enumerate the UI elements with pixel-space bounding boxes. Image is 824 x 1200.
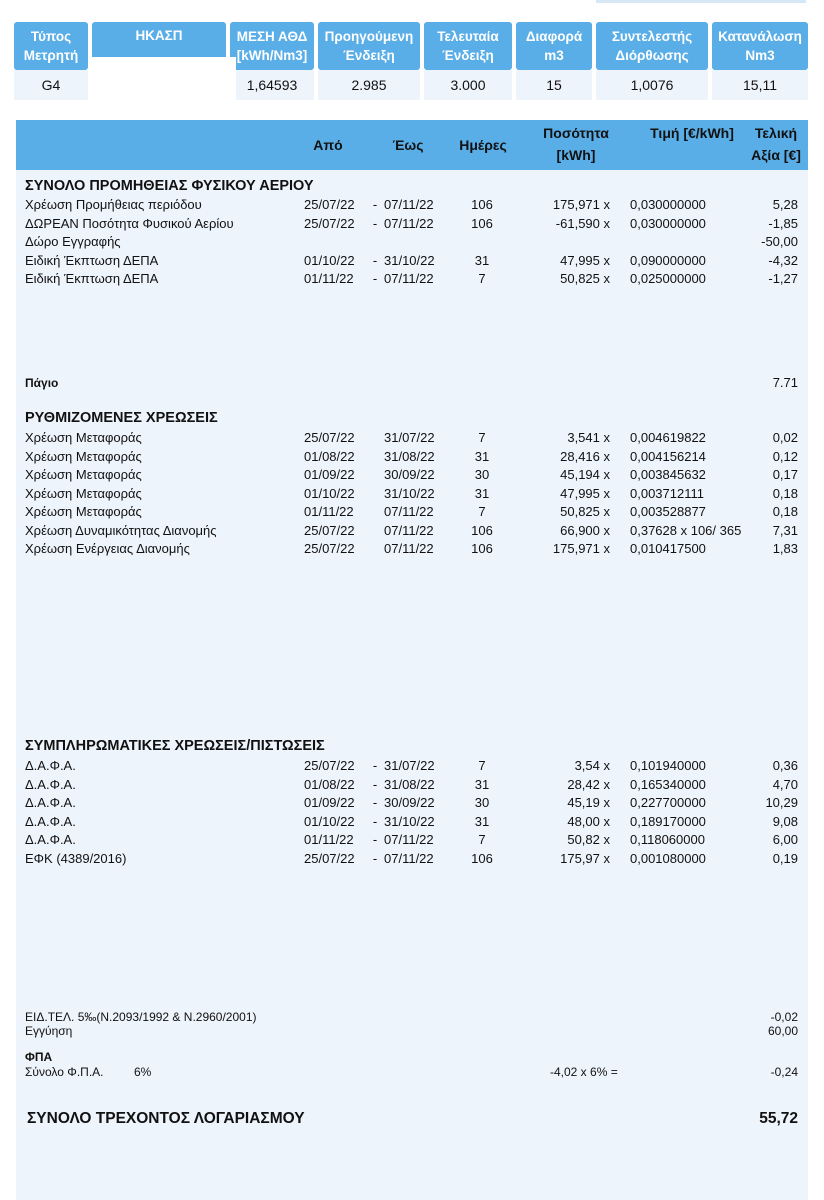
cell-qty: 47,995 x (560, 485, 610, 501)
cell-qty: 50,82 x (567, 832, 610, 847)
cell-to: 07/11/22 (384, 215, 434, 231)
cell-to: 07/11/22 (384, 541, 434, 556)
cell-price: 0,090000000 (630, 252, 706, 268)
cell-to: 07/11/22 (384, 504, 434, 519)
fixed-charge-total: 7.71 (772, 375, 798, 390)
cell-qty: 45,194 x (560, 467, 610, 482)
cell-price: 0,165340000 (630, 776, 706, 792)
cell-from: 01/11/22 (304, 832, 354, 847)
cell-price: 0,004156214 (630, 448, 706, 464)
cell-days: 106 (471, 522, 493, 538)
redacted-hkasp-tip (90, 108, 236, 120)
table-row (0, 215, 824, 233)
cell-to: 30/09/22 (384, 467, 435, 482)
header-qty: Ποσότητα [kWh] (543, 125, 609, 163)
cell-qty: 175,971 x (552, 197, 610, 212)
cell-price: 0,025000000 (630, 271, 706, 286)
cell-total: 9,08 (772, 813, 798, 829)
cell-from: 01/09/22 (304, 467, 355, 482)
cell-price: 0,101940000 (630, 758, 706, 773)
table-row (0, 831, 824, 849)
meter-header-label: Κατανάλωση Nm3 (718, 29, 802, 63)
cell-to: 31/08/22 (384, 448, 435, 464)
header-days: Ημέρες (459, 137, 507, 153)
cell-label: Δ.Α.Φ.Α. (25, 813, 76, 829)
meter-header-previous (318, 22, 420, 70)
cell-qty: 47,995 x (560, 252, 610, 268)
meter-header-label: ΗΚΑΣΠ (135, 28, 183, 43)
cell-total: 6,00 (772, 832, 798, 847)
cell-from: 01/09/22 (304, 795, 355, 810)
cell-label: ΕΦΚ (4389/2016) (25, 850, 127, 866)
header-to: Έως (392, 137, 424, 153)
meter-value-last: 3.000 (424, 70, 512, 100)
cell-total: -50,00 (761, 234, 798, 249)
table-row (0, 850, 824, 868)
cell-qty: 50,825 x (560, 504, 610, 519)
table-row (0, 233, 824, 251)
cell-days: 31 (474, 252, 490, 268)
meter-header-label: Προηγούμενη Ένδειξη (324, 29, 414, 63)
meter-header-type (14, 22, 88, 70)
cell-total: 4,70 (772, 776, 798, 792)
cell-total: 5,28 (772, 197, 798, 212)
cell-qty: -61,590 x (555, 215, 610, 231)
cell-to: 07/11/22 (384, 832, 434, 847)
meter-value-consumption: 15,11 (712, 70, 808, 100)
cell-to: 30/09/22 (384, 795, 435, 810)
header-from: Από (313, 137, 343, 153)
cell-from: 01/11/22 (304, 271, 354, 286)
cell-to: 07/11/22 (384, 850, 434, 866)
vat-calc: -4,02 x 6% = (550, 1065, 618, 1079)
cell-price: 0,003528877 (630, 504, 706, 519)
cell-qty: 48,00 x (567, 813, 610, 829)
cell-dash: - (372, 795, 378, 810)
cell-from: 25/07/22 (304, 541, 355, 556)
header-total: Τελική Αξία [€] (751, 125, 801, 163)
cell-days: 7 (478, 758, 486, 773)
section-title-regulated: ΡΥΘΜΙΖΟΜΕΝΕΣ ΧΡΕΩΣΕΙΣ (25, 410, 218, 426)
vat-row (0, 1064, 824, 1080)
table-row (0, 757, 824, 775)
cell-qty: 28,416 x (560, 448, 610, 464)
cell-days: 7 (478, 271, 486, 286)
cell-dash: - (372, 832, 378, 847)
cell-label: Χρέωση Μεταφοράς (25, 467, 142, 482)
cell-label: Δ.Α.Φ.Α. (25, 832, 76, 847)
vat-title: ΦΠΑ (25, 1050, 53, 1064)
charges-table-header (16, 120, 808, 170)
deposit-label: Εγγύηση (25, 1024, 73, 1038)
header-price: Τιμή [€/kWh] (650, 125, 734, 141)
cell-total: -1,85 (768, 215, 798, 231)
cell-to: 07/11/22 (384, 271, 434, 286)
vat-rate: 6% (134, 1065, 152, 1079)
table-row (0, 466, 824, 484)
meter-header-avg (230, 22, 314, 70)
cell-label: Δ.Α.Φ.Α. (25, 776, 76, 792)
table-row (0, 252, 824, 270)
cell-to: 31/10/22 (384, 252, 435, 268)
cell-days: 31 (474, 448, 490, 464)
cell-total: -1,27 (768, 271, 798, 286)
cell-label: Χρέωση Μεταφοράς (25, 504, 142, 519)
section-title-supply: ΣΥΝΟΛΟ ΠΡΟΜΗΘΕΙΑΣ ΦΥΣΙΚΟΥ ΑΕΡΙΟΥ (25, 178, 314, 194)
cell-total: 10,29 (765, 795, 798, 810)
cell-dash: - (372, 215, 378, 231)
cell-days: 106 (471, 215, 493, 231)
cell-to: 31/07/22 (384, 430, 435, 445)
cell-from: 25/07/22 (304, 522, 355, 538)
cell-label: Δώρο Εγγραφής (25, 234, 121, 249)
cell-label: Δ.Α.Φ.Α. (25, 795, 76, 810)
grand-total-value: 55,72 (759, 1110, 798, 1127)
cell-days: 31 (474, 813, 490, 829)
cell-label: Χρέωση Μεταφοράς (25, 485, 142, 501)
grand-total-label: ΣΥΝΟΛΟ ΤΡΕΧΟΝΤΟΣ ΛΟΓΑΡΙΑΣΜΟΥ (27, 1110, 305, 1127)
fixed-charge-label: Πάγιο (25, 376, 59, 390)
cell-price: 0,118060000 (630, 832, 705, 847)
cell-total: 0,18 (772, 485, 798, 501)
meter-header-label: Τελευταία Ένδειξη (437, 29, 499, 63)
cell-price: 0,004619822 (630, 430, 706, 445)
cell-qty: 3,541 x (567, 430, 610, 445)
meter-header-label: Τύπος Μετρητή (23, 29, 79, 63)
cell-to: 31/08/22 (384, 776, 435, 792)
cell-qty: 175,971 x (552, 541, 610, 556)
meter-header-last (424, 22, 512, 70)
cell-price: 0,030000000 (630, 197, 706, 212)
cell-dash: - (372, 197, 378, 212)
cell-total: -4,32 (768, 252, 798, 268)
cell-label: Ειδική Έκπτωση ΔΕΠΑ (25, 271, 159, 286)
cell-label: Χρέωση Ενέργειας Διανομής (25, 541, 190, 556)
cell-days: 31 (474, 485, 490, 501)
cell-total: 0,02 (772, 430, 798, 445)
vat-title-row (0, 1049, 824, 1065)
vat-label: Σύνολο Φ.Π.Α. (25, 1065, 104, 1079)
cell-from: 01/08/22 (304, 776, 355, 792)
meter-header-consumption (712, 22, 808, 70)
cell-from: 25/07/22 (304, 215, 355, 231)
cell-days: 106 (471, 541, 493, 556)
cell-qty: 28,42 x (567, 776, 610, 792)
cell-price: 0,001080000 (630, 850, 706, 866)
meter-header-diff (516, 22, 592, 70)
cell-days: 7 (478, 504, 486, 519)
cell-days: 31 (474, 776, 490, 792)
cell-total: 1,83 (772, 541, 798, 556)
grand-total-row (0, 1108, 824, 1130)
cell-from: 01/11/22 (304, 504, 354, 519)
table-row (0, 448, 824, 466)
cell-total: 0,36 (772, 758, 798, 773)
cell-days: 106 (471, 197, 493, 212)
cell-total: 7,31 (772, 522, 798, 538)
vat-total: -0,24 (770, 1065, 798, 1079)
cell-dash: - (372, 850, 378, 866)
cell-dash: - (372, 813, 378, 829)
cell-price: 0,227700000 (630, 795, 706, 810)
meter-header-factor (596, 22, 708, 70)
deposit-row (0, 1023, 824, 1039)
cell-from: 25/07/22 (304, 430, 355, 445)
table-row (0, 776, 824, 794)
table-row (0, 813, 824, 831)
cell-from: 25/07/22 (304, 197, 355, 212)
table-row (0, 503, 824, 521)
cell-label: ΔΩΡΕΑΝ Ποσότητα Φυσικού Αερίου (25, 215, 234, 231)
cell-days: 106 (471, 850, 493, 866)
meter-header-label: ΜΕΣΗ ΑΘΔ [kWh/Nm3] (236, 29, 308, 63)
cell-dash: - (372, 758, 378, 773)
cell-qty: 3,54 x (574, 758, 610, 773)
cell-qty: 175,97 x (560, 850, 610, 866)
cell-total: 0,12 (772, 448, 798, 464)
special-tax-label: ΕΙΔ.ΤΕΛ. 5‰(Ν.2093/1992 & Ν.2960/2001) (25, 1010, 257, 1024)
cell-price: 0,003712111 (630, 485, 704, 501)
cell-label: Χρέωση Δυναμικότητας Διανομής (25, 522, 217, 538)
cell-qty: 66,900 x (560, 522, 610, 538)
cell-from: 01/10/22 (304, 485, 355, 501)
cell-dash: - (372, 271, 378, 286)
cell-dash: - (372, 776, 378, 792)
cell-label: Χρέωση Μεταφοράς (25, 448, 142, 464)
fixed-charge-row (0, 374, 824, 392)
meter-value-factor: 1,0076 (596, 70, 708, 100)
cell-label: Χρέωση Προμήθειας περιόδου (25, 197, 202, 212)
cell-total: 0,18 (772, 504, 798, 519)
deposit-total: 60,00 (767, 1024, 798, 1038)
cell-to: 07/11/22 (384, 197, 434, 212)
cell-from: 01/08/22 (304, 448, 355, 464)
table-row (0, 485, 824, 503)
table-row (0, 794, 824, 812)
table-row (0, 540, 824, 558)
meter-header-label: Διαφορά m3 (525, 29, 583, 63)
cell-price: 0,010417500 (630, 541, 706, 556)
table-row (0, 196, 824, 214)
cell-days: 30 (474, 795, 490, 810)
cell-from: 01/10/22 (304, 813, 355, 829)
cell-label: Χρέωση Μεταφοράς (25, 430, 142, 445)
table-row (0, 522, 824, 540)
top-edge-bar (596, 0, 806, 3)
cell-to: 31/07/22 (384, 758, 435, 773)
cell-qty: 50,825 x (560, 271, 610, 286)
cell-label: Δ.Α.Φ.Α. (25, 758, 76, 773)
cell-to: 07/11/22 (384, 522, 434, 538)
cell-price: 0,37628 x 106/ 365 (630, 522, 742, 538)
meter-header-label: Συντελεστής Διόρθωσης (611, 29, 693, 63)
cell-price: 0,030000000 (630, 215, 706, 231)
meter-value-type: G4 (14, 70, 88, 100)
cell-price: 0,003845632 (630, 467, 706, 482)
table-row (0, 270, 824, 288)
cell-to: 31/10/22 (384, 813, 435, 829)
cell-days: 7 (478, 430, 486, 445)
cell-dash: - (372, 252, 378, 268)
table-row (0, 429, 824, 447)
section-title-supplementary: ΣΥΜΠΛΗΡΩΜΑΤΙΚΕΣ ΧΡΕΩΣΕΙΣ/ΠΙΣΤΩΣΕΙΣ (25, 738, 325, 754)
cell-qty: 45,19 x (567, 795, 610, 810)
cell-total: 0,19 (772, 850, 798, 866)
cell-days: 7 (478, 832, 486, 847)
special-tax-total: -0,02 (770, 1010, 798, 1024)
cell-days: 30 (474, 467, 490, 482)
meter-value-avg: 1,64593 (230, 70, 314, 100)
cell-from: 25/07/22 (304, 758, 355, 773)
cell-total: 0,17 (772, 467, 798, 482)
cell-price: 0,189170000 (630, 813, 706, 829)
meter-value-diff: 15 (516, 70, 592, 100)
cell-label: Ειδική Έκπτωση ΔΕΠΑ (25, 252, 159, 268)
cell-from: 25/07/22 (304, 850, 355, 866)
cell-from: 01/10/22 (304, 252, 355, 268)
cell-to: 31/10/22 (384, 485, 435, 501)
meter-value-previous: 2.985 (318, 70, 420, 100)
